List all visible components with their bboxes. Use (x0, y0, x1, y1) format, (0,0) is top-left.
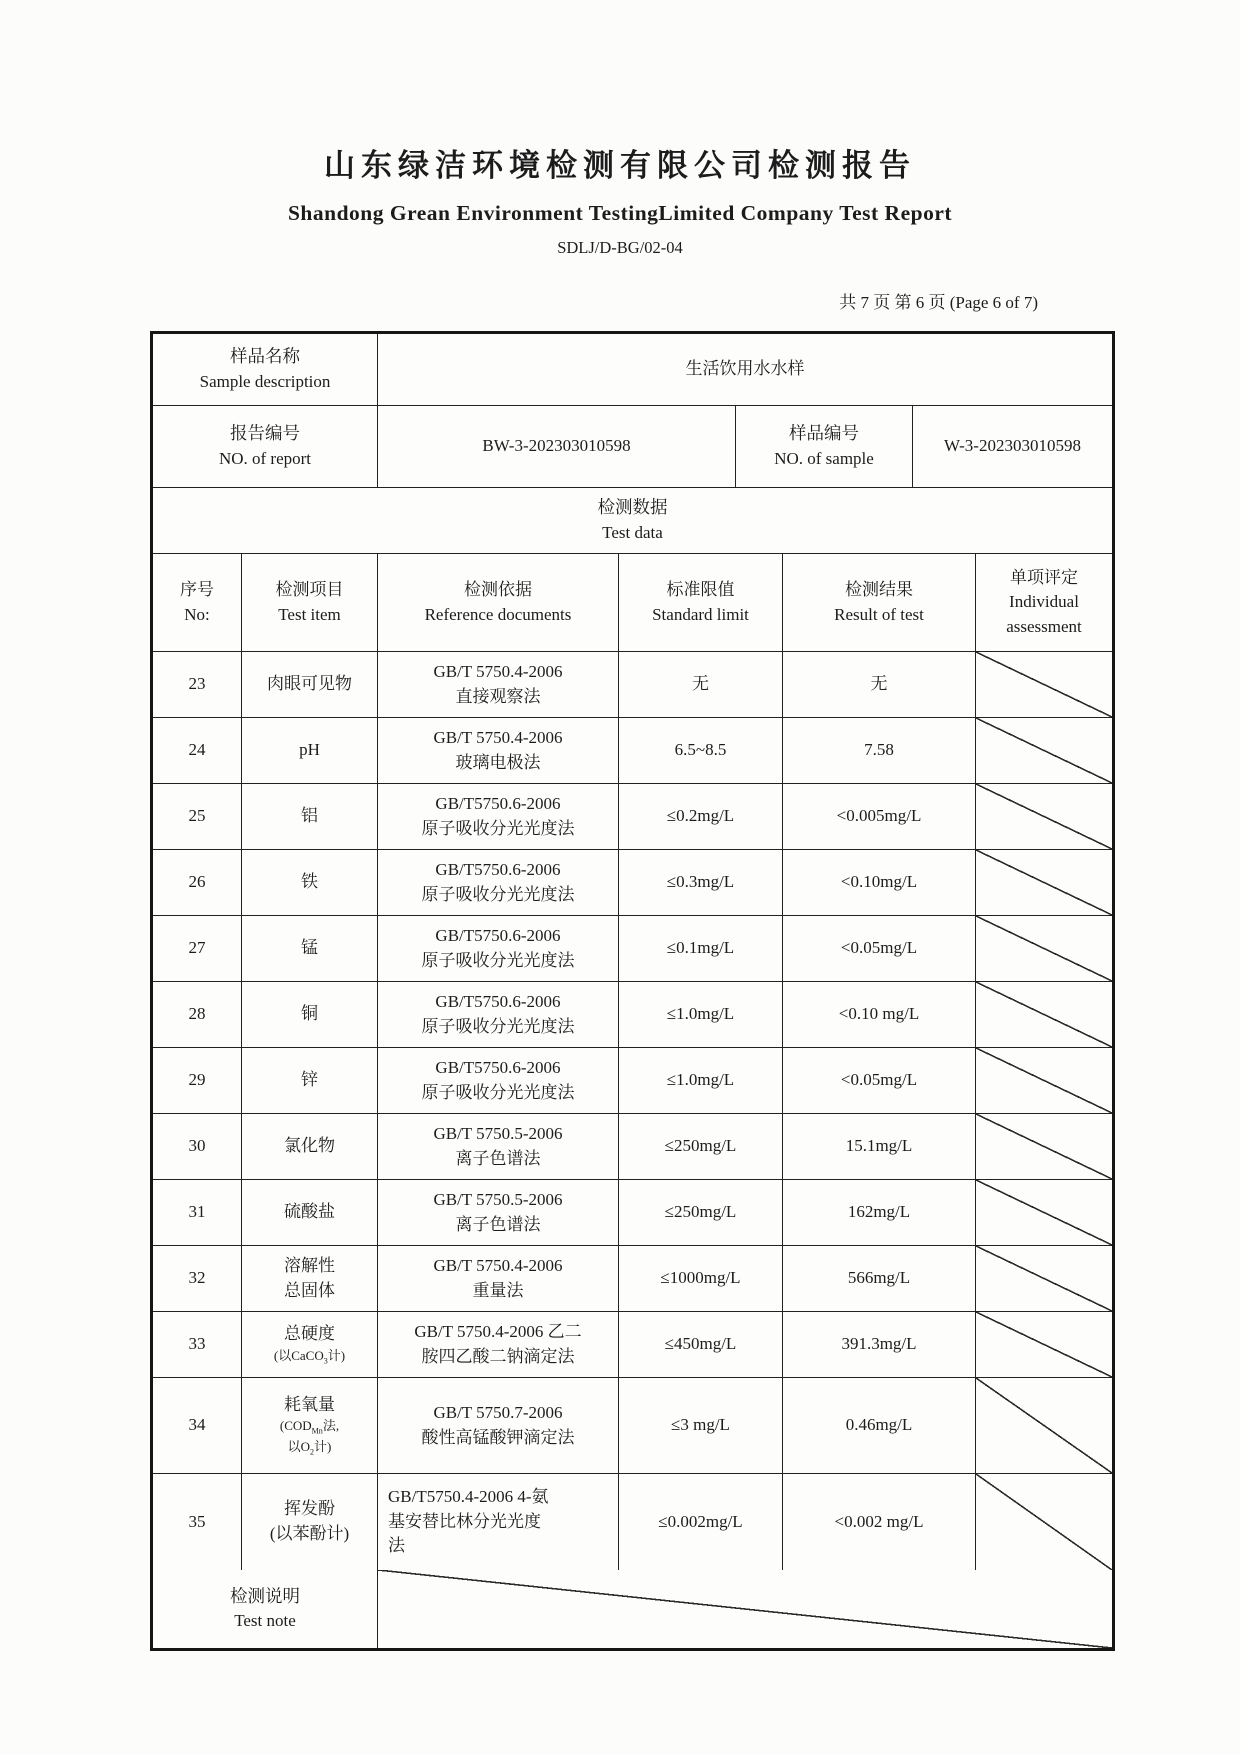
standard-limit-cell (619, 1312, 783, 1377)
assessment-diagonal-slash (976, 652, 1112, 717)
row-number: 31 (188, 1202, 206, 1222)
reference-line: 原子吸收分光光度法 (421, 1082, 575, 1102)
result-value: 15.1mg/L (845, 1136, 913, 1156)
test-item-line: pH (299, 740, 320, 760)
result-value: 391.3mg/L (841, 1334, 917, 1354)
reference-line: GB/T5750.6-2006 (435, 793, 561, 813)
reference-line: GB/T 5750.5-2006 (433, 1189, 563, 1209)
standard-limit-cell (619, 652, 783, 717)
column-header-no (153, 554, 242, 651)
column-header-result (783, 554, 976, 651)
test-item-cell (242, 1474, 378, 1570)
row-number-cell (153, 1378, 242, 1473)
standard-limit-cell (619, 1180, 783, 1245)
standard-limit-cell (619, 1048, 783, 1113)
test-item-cell (242, 1114, 378, 1179)
reference-cell (378, 784, 619, 849)
result-value: 566mg/L (847, 1268, 911, 1288)
assessment-diagonal-slash (976, 784, 1112, 849)
result-cell (783, 916, 976, 981)
test-item-cell (242, 1246, 378, 1311)
result-cell (783, 1114, 976, 1179)
standard-limit-cell (619, 982, 783, 1047)
test-item-cell (242, 784, 378, 849)
standard-limit-cell (619, 1474, 783, 1570)
row-number: 28 (188, 1004, 206, 1024)
table-row (153, 1312, 1112, 1378)
test-item-cell (242, 1048, 378, 1113)
standard-limit-value: ≤250mg/L (664, 1202, 737, 1222)
standard-limit-cell (619, 1378, 783, 1473)
reference-line: 法 (388, 1536, 405, 1556)
col-assess-en2: assessment (1006, 616, 1082, 636)
reference-cell (378, 1180, 619, 1245)
col-result-zh: 检测结果 (845, 579, 913, 599)
col-assess-zh: 单项评定 (1010, 567, 1078, 587)
test-item-cell (242, 982, 378, 1047)
reference-cell (378, 718, 619, 783)
col-result-en: Result of test (834, 604, 924, 624)
assessment-diagonal-slash (976, 916, 1112, 981)
assessment-diagonal-slash (976, 1474, 1112, 1570)
standard-limit-value: ≤1.0mg/L (666, 1070, 735, 1090)
reference-line: 原子吸收分光光度法 (421, 884, 575, 904)
standard-limit-cell (619, 916, 783, 981)
test-item-line: 总硬度 (284, 1323, 335, 1343)
standard-limit-cell (619, 718, 783, 783)
sample-number-value: W-3-202303010598 (944, 436, 1081, 456)
page-subtitle-en: Shandong Grean Environment TestingLimited Company Test Report (287, 201, 953, 225)
test-item-cell (242, 1180, 378, 1245)
sample-description-value: 生活饮用水水样 (685, 359, 805, 379)
test-item-line: 硫酸盐 (284, 1202, 335, 1222)
test-item-cell (242, 1378, 378, 1473)
column-header-assessment (976, 554, 1112, 651)
table-row (153, 916, 1112, 982)
test-item-line: 肉眼可见物 (267, 674, 352, 694)
col-no-zh: 序号 (180, 579, 214, 599)
col-item-en: Test item (278, 604, 341, 624)
reference-cell (378, 1378, 619, 1473)
assessment-diagonal-slash (976, 1378, 1112, 1473)
test-note-label-zh: 检测说明 (230, 1585, 300, 1606)
reference-line: GB/T 5750.7-2006 (433, 1402, 563, 1422)
table-row (153, 1048, 1112, 1114)
test-note-label (153, 1570, 378, 1648)
page-number-info: 共 7 页 第 6 页 (Page 6 of 7) (839, 293, 1038, 312)
test-report-table (150, 331, 1115, 1651)
test-data-section-row (153, 488, 1112, 554)
result-cell (783, 718, 976, 783)
reference-line: GB/T5750.6-2006 (435, 925, 561, 945)
test-data-section-title (153, 488, 1112, 553)
result-cell (783, 850, 976, 915)
sample-number-label-en: NO. of sample (774, 448, 874, 468)
table-row (153, 652, 1112, 718)
standard-limit-value: ≤0.002mg/L (658, 1511, 743, 1531)
row-number-cell (153, 1246, 242, 1311)
test-item-line: 挥发酚 (284, 1499, 335, 1519)
test-data-title-zh: 检测数据 (597, 497, 668, 518)
sample-description-label-zh: 样品名称 (230, 346, 300, 367)
standard-limit-value: ≤0.3mg/L (666, 872, 735, 892)
reference-line: GB/T5750.4-2006 4-氨 (388, 1487, 549, 1507)
report-number-label-en: NO. of report (218, 448, 312, 468)
test-item-cell (242, 718, 378, 783)
test-item-line: 铝 (301, 806, 318, 826)
row-number-cell (153, 1312, 242, 1377)
test-item-cell (242, 1312, 378, 1377)
col-ref-en: Reference documents (424, 604, 572, 624)
row-number: 29 (188, 1070, 206, 1090)
row-number-cell (153, 652, 242, 717)
standard-limit-cell (619, 784, 783, 849)
col-limit-zh: 标准限值 (666, 579, 735, 599)
test-item-line: 锰 (301, 938, 318, 958)
reference-line: 重量法 (472, 1280, 524, 1300)
test-item-cell (242, 652, 378, 717)
row-number-cell (153, 1180, 242, 1245)
reference-cell (378, 1246, 619, 1311)
result-cell (783, 652, 976, 717)
standard-limit-value: ≤450mg/L (664, 1334, 737, 1354)
column-header-reference (378, 554, 619, 651)
table-row (153, 982, 1112, 1048)
assessment-diagonal-slash (976, 1048, 1112, 1113)
reference-line: GB/T 5750.5-2006 (433, 1123, 563, 1143)
assessment-diagonal-slash (976, 718, 1112, 783)
table-row (153, 1474, 1112, 1570)
row-number-cell (153, 850, 242, 915)
sample-description-label-en: Sample description (199, 371, 331, 391)
row-number: 25 (188, 806, 206, 826)
row-number: 34 (188, 1415, 206, 1435)
row-number: 33 (188, 1334, 206, 1354)
row-number: 35 (188, 1511, 206, 1531)
row-number-cell (153, 718, 242, 783)
column-header-test-item (242, 554, 378, 651)
test-item-line: ($COD_{Mn}$法, (279, 1418, 340, 1436)
assessment-diagonal-slash (976, 1246, 1112, 1311)
assessment-diagonal-slash (976, 850, 1112, 915)
result-cell (783, 982, 976, 1047)
result-value: <0.005mg/L (836, 806, 922, 826)
reference-line: 离子色谱法 (455, 1214, 541, 1234)
reference-line: 原子吸收分光光度法 (421, 950, 575, 970)
col-item-zh: 检测项目 (275, 579, 344, 599)
result-value: <0.002 mg/L (834, 1511, 924, 1531)
result-value: <0.05mg/L (840, 1070, 918, 1090)
assessment-diagonal-slash (976, 1312, 1112, 1377)
test-item-line: 以$O_2$计) (287, 1438, 332, 1457)
row-number: 30 (188, 1136, 206, 1156)
row-number-cell (153, 784, 242, 849)
report-number-row (153, 406, 1112, 488)
standard-limit-value: 6.5~8.5 (674, 740, 727, 760)
standard-limit-value: ≤3 mg/L (671, 1415, 730, 1435)
row-number: 26 (188, 872, 206, 892)
result-cell (783, 1180, 976, 1245)
table-row (153, 784, 1112, 850)
reference-cell (378, 982, 619, 1047)
table-row (153, 850, 1112, 916)
col-assess-en1: Individual (1009, 592, 1079, 612)
test-note-diagonal-slash (378, 1570, 1112, 1648)
reference-line: 直接观察法 (455, 686, 541, 706)
report-number-label-zh: 报告编号 (230, 423, 300, 444)
reference-line: 酸性高锰酸钾滴定法 (421, 1427, 575, 1447)
result-value: 7.58 (864, 740, 894, 760)
reference-line: GB/T5750.6-2006 (435, 859, 561, 879)
result-cell (783, 1048, 976, 1113)
standard-limit-value: ≤0.1mg/L (666, 938, 735, 958)
test-item-line: 铜 (301, 1004, 318, 1024)
col-no-en: No: (184, 604, 210, 624)
result-value: <0.10mg/L (840, 872, 918, 892)
page-title: 山东绿洁环境检测有限公司检测报告 (324, 148, 916, 183)
test-item-line: (以CaCO$_3$计) (273, 1347, 346, 1366)
sample-number-label (736, 406, 913, 487)
standard-limit-cell (619, 1114, 783, 1179)
reference-line: 原子吸收分光光度法 (421, 1016, 575, 1036)
column-header-standard-limit (619, 554, 783, 651)
col-limit-en: Standard limit (652, 604, 749, 624)
table-row (153, 1180, 1112, 1246)
reference-line: GB/T 5750.4-2006 (433, 661, 563, 681)
assessment-diagonal-slash (976, 982, 1112, 1047)
test-data-title-en: Test data (602, 522, 663, 542)
result-cell (783, 1312, 976, 1377)
table-row (153, 1246, 1112, 1312)
reference-line: GB/T 5750.4-2006 乙二 (414, 1321, 582, 1341)
data-rows (153, 652, 1112, 1570)
row-number-cell (153, 1048, 242, 1113)
test-note-label-en: Test note (234, 1611, 296, 1631)
table-row (153, 1378, 1112, 1474)
test-item-line: 氯化物 (284, 1136, 335, 1156)
row-number: 32 (188, 1268, 206, 1288)
test-item-line: 耗氧量 (284, 1394, 335, 1414)
test-note-row (153, 1570, 1112, 1648)
result-value: <0.05mg/L (840, 938, 918, 958)
assessment-diagonal-slash (976, 1114, 1112, 1179)
reference-line: GB/T5750.6-2006 (435, 1057, 561, 1077)
result-cell (783, 784, 976, 849)
test-item-line: 锌 (301, 1070, 318, 1090)
standard-limit-value: ≤1.0mg/L (666, 1004, 735, 1024)
result-value: 无 (870, 674, 888, 694)
reference-cell (378, 1048, 619, 1113)
column-header-row (153, 554, 1112, 652)
test-item-line: 溶解性 (284, 1255, 335, 1275)
result-value: 0.46mg/L (845, 1415, 913, 1435)
reference-cell (378, 1474, 619, 1570)
result-cell (783, 1378, 976, 1473)
table-row (153, 718, 1112, 784)
row-number-cell (153, 982, 242, 1047)
standard-limit-value: ≤0.2mg/L (666, 806, 735, 826)
reference-cell (378, 1114, 619, 1179)
assessment-diagonal-slash (976, 1180, 1112, 1245)
result-cell (783, 1474, 976, 1570)
reference-cell (378, 916, 619, 981)
sample-description-label (153, 334, 378, 405)
test-item-cell (242, 850, 378, 915)
reference-cell (378, 652, 619, 717)
reference-line: 胺四乙酸二钠滴定法 (421, 1346, 575, 1366)
row-number: 23 (188, 674, 206, 694)
row-number: 27 (188, 938, 206, 958)
reference-line: 原子吸收分光光度法 (421, 818, 575, 838)
document-code: SDLJ/D-BG/02-04 (557, 238, 683, 257)
result-value: 162mg/L (847, 1202, 911, 1222)
standard-limit-value: ≤250mg/L (664, 1136, 737, 1156)
sample-description-row (153, 334, 1112, 406)
reference-line: 玻璃电极法 (455, 752, 541, 772)
row-number: 24 (188, 740, 206, 760)
result-cell (783, 1246, 976, 1311)
reference-line: 离子色谱法 (455, 1148, 541, 1168)
test-item-cell (242, 916, 378, 981)
standard-limit-value: 无 (692, 674, 709, 694)
reference-line: GB/T5750.6-2006 (435, 991, 561, 1011)
reference-cell (378, 850, 619, 915)
row-number-cell (153, 1474, 242, 1570)
table-row (153, 1114, 1112, 1180)
col-ref-zh: 检测依据 (464, 579, 532, 599)
test-item-line: (以苯酚计) (269, 1524, 350, 1543)
standard-limit-cell (619, 850, 783, 915)
reference-cell (378, 1312, 619, 1377)
standard-limit-value: ≤1000mg/L (660, 1268, 741, 1288)
reference-line: GB/T 5750.4-2006 (433, 727, 563, 747)
reference-line: GB/T 5750.4-2006 (433, 1255, 563, 1275)
report-number-value: BW-3-202303010598 (378, 406, 736, 487)
report-number-label (153, 406, 378, 487)
sample-number-label-zh: 样品编号 (789, 423, 859, 444)
reference-line: 基安替比林分光光度 (388, 1511, 541, 1531)
row-number-cell (153, 1114, 242, 1179)
standard-limit-cell (619, 1246, 783, 1311)
result-value: <0.10 mg/L (838, 1004, 920, 1024)
test-item-line: 总固体 (284, 1280, 335, 1300)
row-number-cell (153, 916, 242, 981)
test-item-line: 铁 (301, 872, 318, 892)
